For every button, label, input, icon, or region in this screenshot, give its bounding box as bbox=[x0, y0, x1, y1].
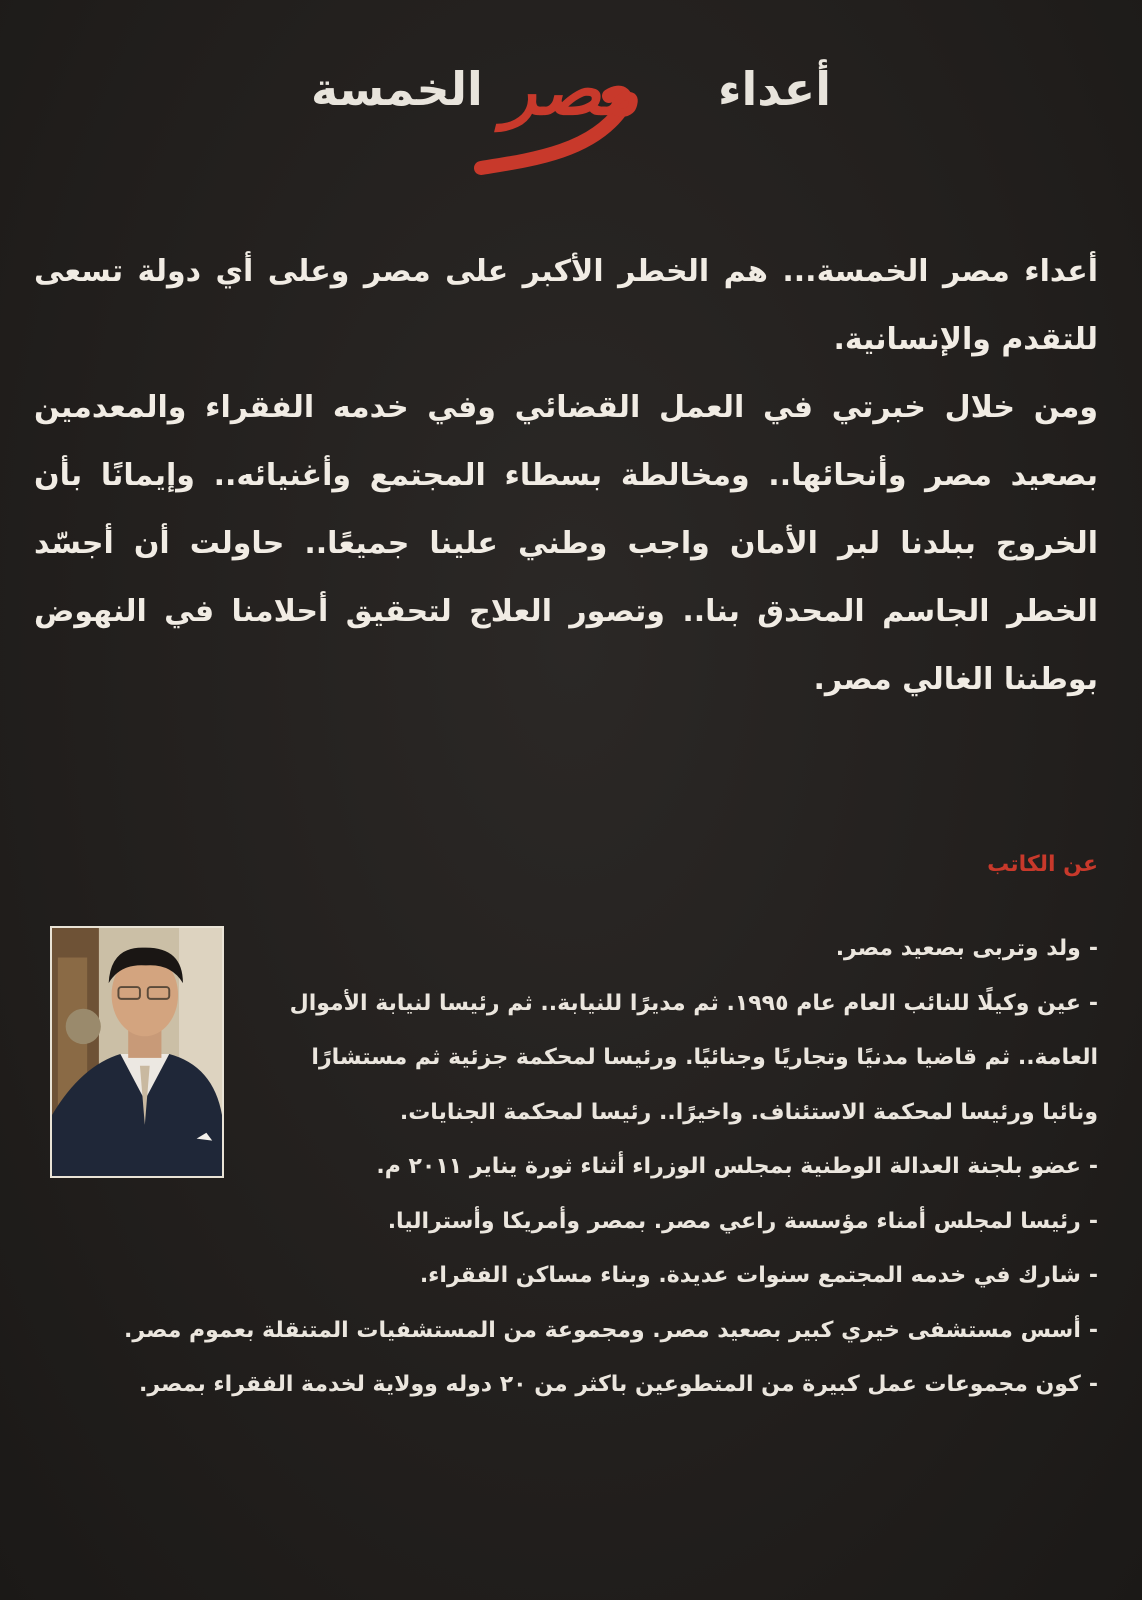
title-word-left: الخمسة bbox=[311, 62, 483, 116]
list-item: -عين وكيلًا للنائب العام عام ١٩٩٥. ثم مديرًا للنيابة.. ثم رئيسا لنيابة الأموال العامة.. ثم قاضيا مدنيًا وتجاريًا وجنائيًا. ورئيسا لمحكمة جزئية ثم مستشارًا ونائبا ورئيسا لمحكمة الاستئناف. واخيرًا.. رئيسا لمحكمة الجنايات. bbox=[289, 990, 1098, 1125]
list-item: -ولد وتربى بصعيد مصر. bbox=[835, 936, 1098, 961]
about-author-heading: عن الكاتب bbox=[987, 852, 1098, 877]
list-item: -شارك في خدمه المجتمع سنوات عديدة. وبناء مساكن الفقراء. bbox=[419, 1263, 1098, 1288]
intro-paragraph-1: أعداء مصر الخمسة... هم الخطر الأكبر على مصر وعلى أي دولة تسعى للتقدم والإنسانية. bbox=[34, 254, 1098, 357]
title-word-middle-calligraphy bbox=[471, 40, 671, 180]
list-item: -رئيسا لمجلس أمناء مؤسسة راعي مصر. بمصر وأمريكا وأستراليا. bbox=[387, 1208, 1098, 1234]
author-portrait-icon bbox=[52, 928, 222, 1176]
intro-text bbox=[34, 238, 1098, 714]
author-bio-list bbox=[124, 922, 1098, 1413]
intro-paragraph-2: ومن خلال خبرتي في العمل القضائي وفي خدمه الفقراء والمعدمين بصعيد مصر وأنحائها.. ومخالطة بسطاء المجتمع وأغنيائه.. وإيمانًا بأن الخروج ببلدنا لبر الأمان واجب وطني علينا جميعًا.. حاولت أن أجسّد الخطر الجاسم المحدق بنا.. وتصور العلاج لتحقيق أحلامنا في النهوض بوطننا الغالي مصر. bbox=[34, 390, 1098, 697]
list-item: -كون مجموعات عمل كبيرة من المتطوعين باكثر من ٢٠ دوله وولاية لخدمة الفقراء بمصر. bbox=[139, 1372, 1098, 1397]
title-word-middle: مصر bbox=[502, 48, 640, 131]
book-title bbox=[0, 40, 1142, 190]
list-item: -أسس مستشفى خيري كبير بصعيد مصر. ومجموعة من المستشفيات المتنقلة بعموم مصر. bbox=[124, 1317, 1098, 1343]
title-word-right: أعداء bbox=[717, 62, 831, 116]
list-item: -عضو بلجنة العدالة الوطنية بمجلس الوزراء أثناء ثورة يناير ٢٠١١ م. bbox=[376, 1154, 1098, 1179]
